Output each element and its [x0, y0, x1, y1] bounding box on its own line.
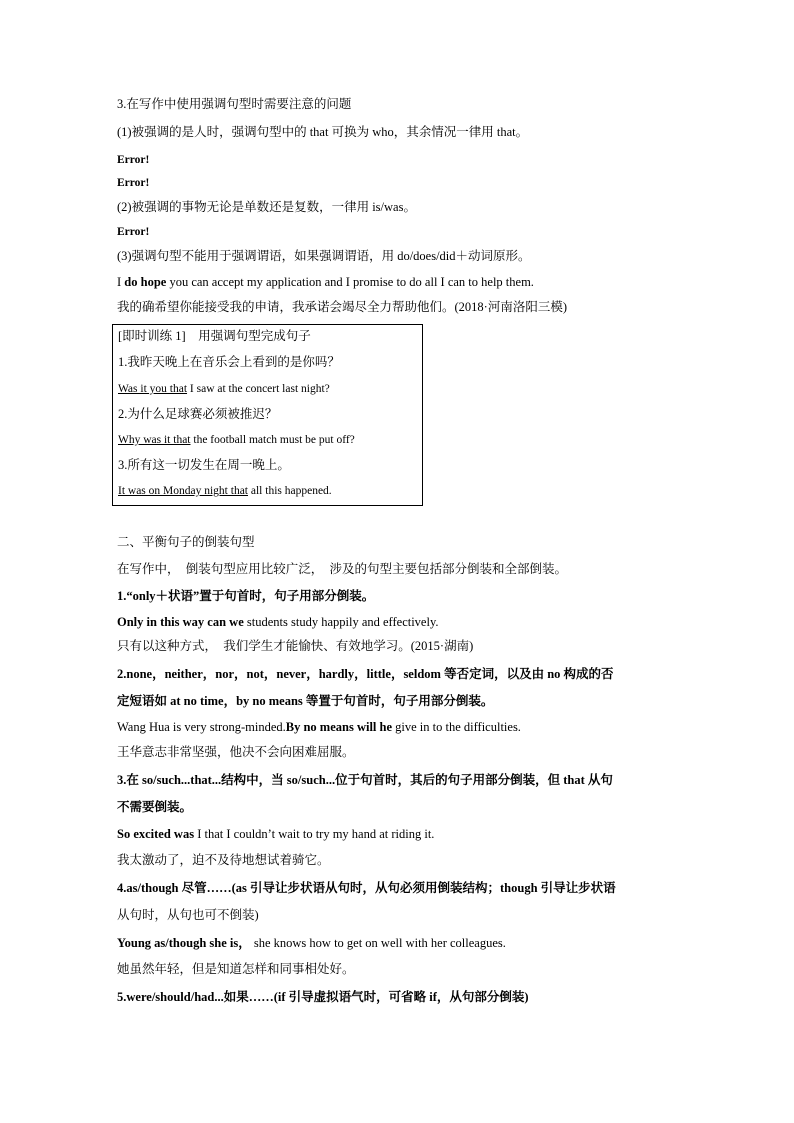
drill-question-3: 3.所有这一切发生在周一晚上。: [118, 458, 290, 472]
answer-blank: It was on Monday night that: [118, 485, 248, 497]
section3-point1: (1)被强调的是人时，强调句型中的 that 可换为 who，其余情况一律用 that。: [117, 125, 529, 139]
section3-point3: (3)强调句型不能用于强调谓语，如果强调谓语，用 do/does/did＋动词原形。: [117, 249, 531, 263]
item-3-example: So excited was I that I couldn’t wait to try my hand at riding it.: [117, 827, 435, 841]
drill-title: [即时训练 1] 用强调句型完成句子: [118, 329, 311, 343]
item-2-example: Wang Hua is very strong-minded.By no means will he give in to the difficulties.: [117, 720, 521, 734]
section3-point2: (2)被强调的事物无论是单数还是复数，一律用 is/was。: [117, 200, 416, 214]
item-5: 5.were/should/had...如果……(if 引导虚拟语气时，可省略 if，从句部分倒装): [117, 990, 529, 1004]
drill-answer-1: Was it you that I saw at the concert last night?: [118, 383, 330, 395]
answer-blank: Why was it that: [118, 434, 191, 446]
item-4-line-2: 从句时，从句也可不倒装): [117, 908, 259, 922]
drill-question-1: 1.我昨天晚上在音乐会上看到的是你吗？: [118, 355, 340, 369]
section3-heading: 3.在写作中使用强调句型时需要注意的问题: [117, 97, 352, 111]
item-4-line-1: 4.as/though 尽管……(as 引导让步状语从句时，从句必须用倒装结构；though 引导让步状语: [117, 881, 616, 895]
item-2-cn: 王华意志非常坚强，他决不会向困难屈服。: [117, 745, 355, 759]
item-1: 1.“only＋状语”置于句首时，句子用部分倒装。: [117, 589, 375, 603]
error-text: Error!: [117, 154, 150, 166]
item-4-example: Young as/though she is， she knows how to get on well with her colleagues.: [117, 936, 506, 950]
item-2-line-2: 定短语如 at no time，by no means 等置于句首时，句子用部分倒装。: [117, 694, 494, 708]
item-3-cn: 我太激动了，迫不及待地想试着骑它。: [117, 853, 330, 867]
section-two-intro: 在写作中， 倒装句型应用比较广泛， 涉及的句型主要包括部分倒装和全部倒装。: [117, 562, 568, 576]
item-3-line-2: 不需要倒装。: [117, 800, 193, 814]
answer-blank: Was it you that: [118, 383, 188, 395]
item-2-line-1: 2.none，neither，nor，not，never，hardly，little，seldom 等否定词，以及由 no 构成的否: [117, 667, 614, 681]
drill-answer-3: It was on Monday night that all this happened.: [118, 485, 332, 497]
item-3-line-1: 3.在 so/such...that...结构中，当 so/such...位于句首时，其后的句子用部分倒装，但 that 从句: [117, 773, 613, 787]
section3-example-cn: 我的确希望你能接受我的申请，我承诺会竭尽全力帮助他们。(2018·河南洛阳三模): [117, 300, 567, 314]
error-text: Error!: [117, 177, 150, 189]
drill-box: [112, 324, 423, 506]
section3-example: I do hope you can accept my application and I promise to do all I can to help them.: [117, 275, 534, 289]
item-1-example: Only in this way can we students study happily and effectively.: [117, 615, 439, 629]
item-4-cn: 她虽然年轻，但是知道怎样和同事相处好。: [117, 962, 355, 976]
error-text: Error!: [117, 226, 150, 238]
section-two-heading: 二、平衡句子的倒装句型: [117, 535, 255, 549]
drill-question-2: 2.为什么足球赛必须被推迟？: [118, 407, 278, 421]
drill-answer-2: Why was it that the football match must be put off?: [118, 434, 355, 446]
item-1-cn: 只有以这种方式， 我们学生才能愉快、有效地学习。(2015·湖南): [117, 639, 474, 653]
